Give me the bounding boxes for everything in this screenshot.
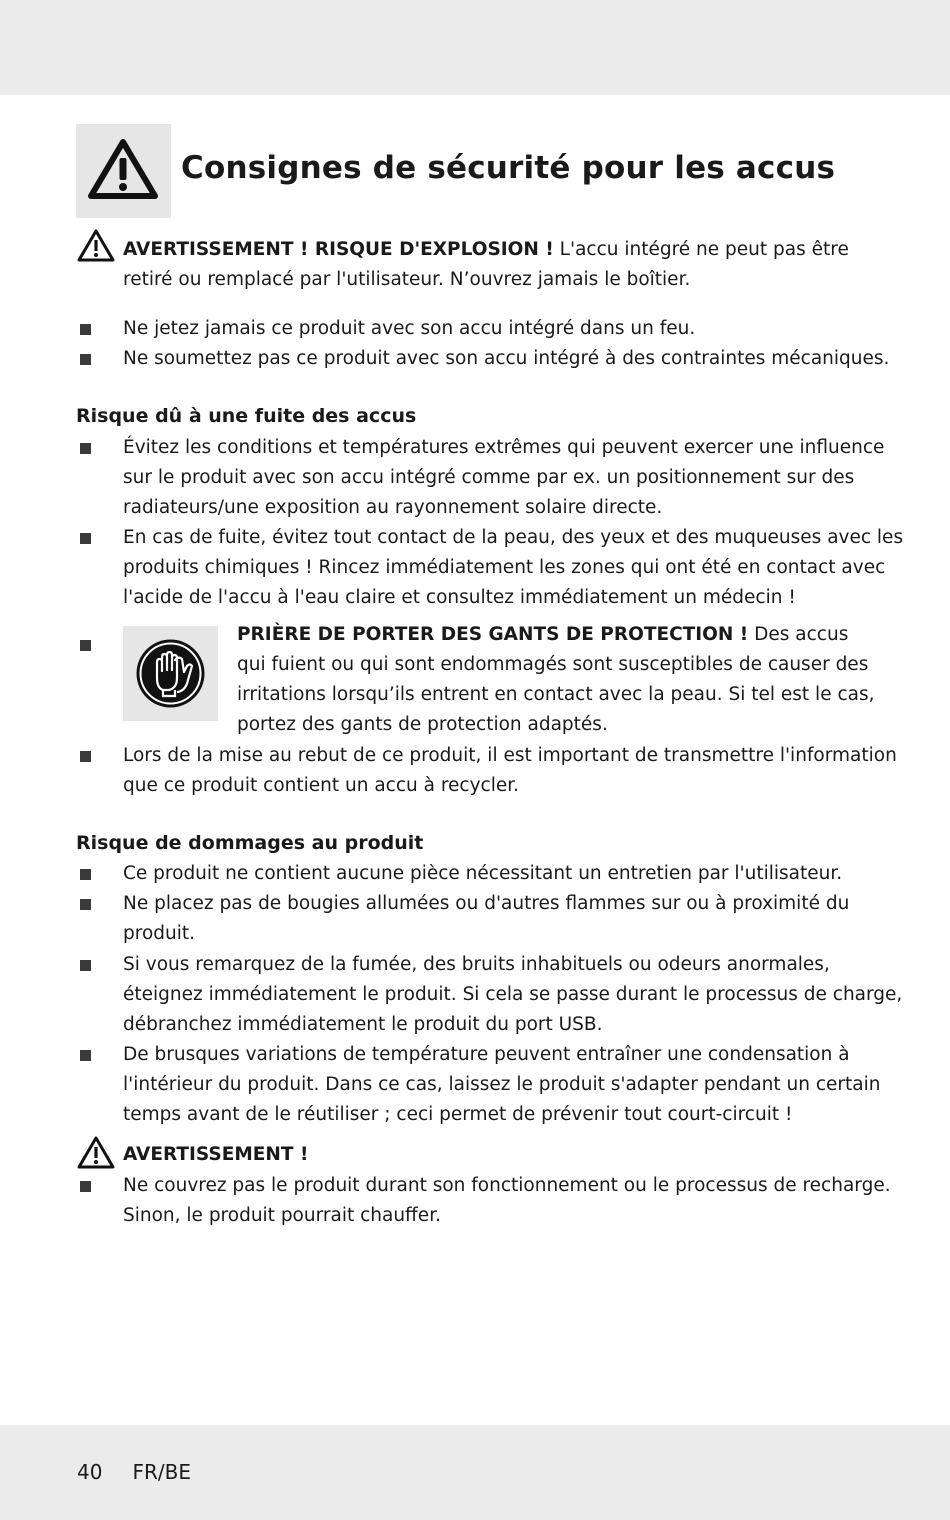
- square-bullet: [80, 1050, 91, 1061]
- warning-triangle-icon: [76, 228, 116, 263]
- list-item-cont: Sinon, le produit pourrait chauffer.: [123, 1205, 441, 1226]
- square-bullet: [80, 533, 91, 544]
- warning-triangle-icon: [87, 138, 159, 200]
- page-footer: [77, 1460, 191, 1484]
- section-heading-leak: Risque dû à une fuite des accus: [76, 405, 417, 427]
- list-item-cont: que ce produit contient un accu à recycler.: [123, 775, 520, 796]
- list-item: Ne soumettez pas ce produit avec son accu intégré à des contraintes mécaniques.: [123, 348, 890, 369]
- list-item-cont: temps avant de le réutiliser ; ceci permet de prévenir tout court-circuit !: [123, 1104, 793, 1125]
- gloves-line3: irritations lorsqu’ils entrent en contact avec la peau. Si tel est le cas,: [237, 684, 875, 705]
- warning1-text: L'accu intégré ne peut pas être: [559, 239, 849, 260]
- list-item-cont: produits chimiques ! Rincez immédiatement les zones qui ont été en contact avec: [123, 557, 886, 578]
- warning1-line2: retiré ou remplacé par l'utilisateur. N’ouvrez jamais le boîtier.: [123, 269, 691, 290]
- warning1-label: AVERTISSEMENT ! RISQUE D'EXPLOSION !: [123, 239, 554, 260]
- list-item: Évitez les conditions et températures extrêmes qui peuvent exercer une influence: [123, 437, 885, 458]
- square-bullet: [80, 324, 91, 335]
- locale-label: FR/BE: [132, 1460, 191, 1484]
- gloves-line2: qui fuient ou qui sont endommagés sont susceptibles de causer des: [237, 654, 869, 675]
- gloves-text: Des accus: [754, 624, 849, 645]
- list-item-cont: radiateurs/une exposition au rayonnement solaire directe.: [123, 497, 663, 518]
- list-item-cont: l'intérieur du produit. Dans ce cas, laissez le produit s'adapter pendant un certain: [123, 1074, 881, 1095]
- list-item: De brusques variations de température peuvent entraîner une condensation à: [123, 1044, 850, 1065]
- protective-gloves-icon: [135, 638, 206, 709]
- square-bullet: [80, 869, 91, 880]
- square-bullet: [80, 1181, 91, 1192]
- top-band: [0, 0, 950, 95]
- list-item: Lors de la mise au rebut de ce produit, il est important de transmettre l'information: [123, 745, 897, 766]
- warning-triangle-icon: [76, 1135, 116, 1170]
- square-bullet: [80, 960, 91, 971]
- gloves-line1: [237, 620, 848, 650]
- warning2-label: AVERTISSEMENT !: [123, 1144, 309, 1165]
- gloves-label: PRIÈRE DE PORTER DES GANTS DE PROTECTION !: [237, 624, 749, 645]
- page-number: 40: [77, 1460, 103, 1484]
- list-item-cont: éteignez immédiatement le produit. Si cela se passe durant le processus de charge,: [123, 984, 903, 1005]
- title-warning-box: [76, 124, 171, 218]
- square-bullet: [80, 443, 91, 454]
- list-item: En cas de fuite, évitez tout contact de la peau, des yeux et des muqueuses avec les: [123, 527, 904, 548]
- list-item: Ne jetez jamais ce produit avec son accu intégré dans un feu.: [123, 318, 696, 339]
- list-item: Ce produit ne contient aucune pièce nécessitant un entretien par l'utilisateur.: [123, 863, 843, 884]
- gloves-box: [123, 626, 218, 721]
- square-bullet: [80, 640, 91, 651]
- section-heading-damage: Risque de dommages au produit: [76, 832, 424, 854]
- list-item-cont: produit.: [123, 923, 196, 944]
- list-item-cont: sur le produit avec son accu intégré comme par ex. un positionnement sur des: [123, 467, 855, 488]
- square-bullet: [80, 354, 91, 365]
- list-item: Ne couvrez pas le produit durant son fonctionnement ou le processus de recharge.: [123, 1175, 891, 1196]
- page-title: Consignes de sécurité pour les accus: [181, 150, 836, 186]
- square-bullet: [80, 751, 91, 762]
- list-item: Ne placez pas de bougies allumées ou d'autres flammes sur ou à proximité du: [123, 893, 850, 914]
- list-item: Si vous remarquez de la fumée, des bruits inhabituels ou odeurs anormales,: [123, 954, 830, 975]
- warning1-line1: [123, 235, 849, 265]
- gloves-line4: portez des gants de protection adaptés.: [237, 714, 608, 735]
- square-bullet: [80, 899, 91, 910]
- list-item-cont: débranchez immédiatement le produit du port USB.: [123, 1014, 603, 1035]
- list-item-cont: l'acide de l'accu à l'eau claire et consultez immédiatement un médecin !: [123, 587, 796, 608]
